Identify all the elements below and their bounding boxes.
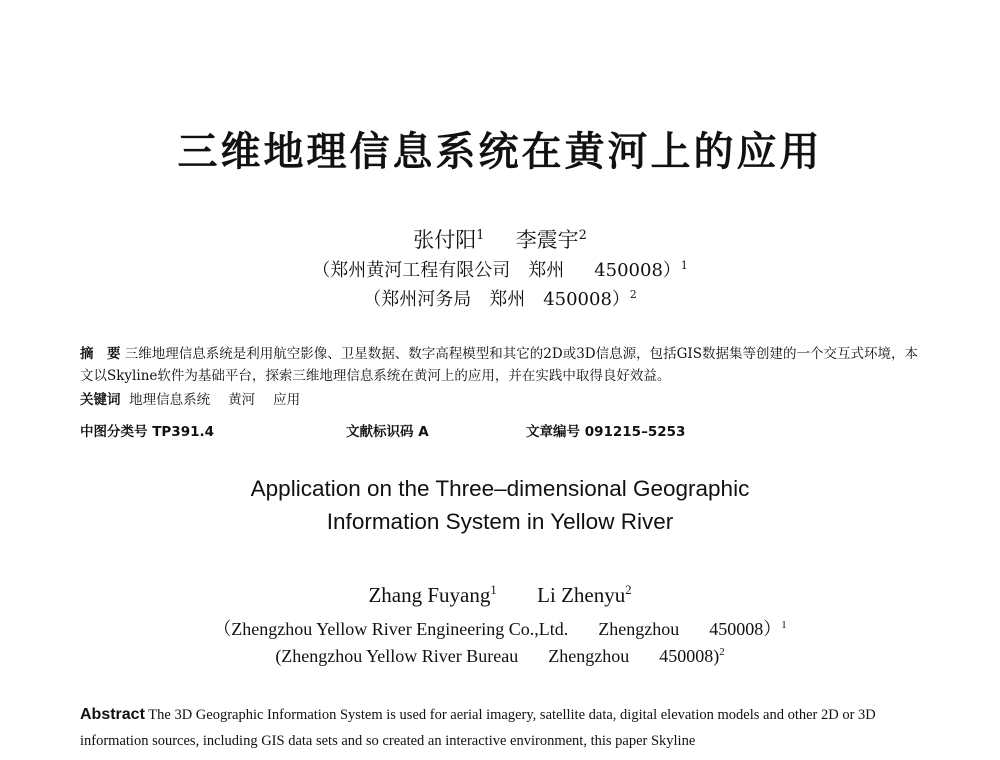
- author-2-zh: 李震宇: [515, 228, 579, 252]
- affiliation-zh-1-org: （郑州黄河工程有限公司: [312, 260, 511, 281]
- keyword-1: 地理信息系统: [129, 392, 211, 408]
- affiliation-en-1: [0, 615, 1000, 641]
- affiliation-zh-1-city: 郑州: [528, 260, 565, 281]
- article-number: 文章编号 091215–5253: [526, 424, 686, 440]
- keywords-zh-label: 关键词: [80, 392, 121, 408]
- keywords-zh: [80, 388, 300, 408]
- abstract-en: [80, 702, 940, 754]
- affiliation-zh-2-sup: 2: [629, 288, 637, 301]
- authors-en: [0, 583, 1000, 608]
- affiliation-en-1-sup: 1: [781, 619, 787, 631]
- author-2-en: Li Zhenyu: [537, 583, 626, 607]
- author-1-en-sup: 1: [490, 583, 497, 597]
- keyword-3: 应用: [273, 392, 301, 408]
- abstract-zh: [80, 343, 930, 387]
- clc-number: 中图分类号 TP391.4: [80, 424, 215, 440]
- affiliation-en-2-sup: 2: [719, 646, 725, 658]
- affiliation-en-1-city: Zhengzhou: [598, 619, 680, 639]
- document-code: 文献标识码 A: [346, 424, 429, 440]
- keyword-2: 黄河: [228, 392, 256, 408]
- affiliation-en-2-city: Zhengzhou: [548, 646, 630, 666]
- affiliation-zh-1-sup: 1: [680, 259, 688, 272]
- affiliation-en-2-code: 450008): [659, 646, 720, 666]
- abstract-zh-text: 三维地理信息系统是利用航空影像、卫星数据、数字高程模型和其它的2D或3D信息源，包括GIS数据集等创建的一个交互式环境，本文以Skyline软件为基础平台，探索三维地理信息系统在黄河上的应用，并在实践中取得良好效益。: [80, 346, 918, 384]
- affiliation-en-2: [0, 646, 1000, 667]
- affiliation-zh-2-code: 450008）: [543, 289, 630, 310]
- author-1-en: Zhang Fuyang: [368, 583, 491, 607]
- affiliation-zh-1-code: 450008）: [594, 260, 681, 281]
- affiliation-zh-2: [0, 285, 1000, 311]
- affiliation-en-1-org: （Zhengzhou Yellow River Engineering Co.,Ltd.: [213, 619, 569, 639]
- author-1-zh: 张付阳: [413, 228, 477, 252]
- abstract-zh-label: 摘 要: [80, 346, 121, 362]
- affiliation-en-2-org: (Zhengzhou Yellow River Bureau: [275, 646, 519, 666]
- author-2-en-sup: 2: [625, 583, 632, 597]
- title-en-line-1: Application on the Three–dimensional Geographic: [250, 476, 750, 501]
- author-2-zh-sup: 2: [578, 227, 587, 242]
- affiliation-zh-1: [0, 256, 1000, 282]
- title-en-line-2: Information System in Yellow River: [326, 509, 674, 534]
- authors-zh: [0, 224, 1000, 254]
- abstract-en-label: Abstract: [80, 706, 145, 723]
- author-1-zh-sup: 1: [476, 227, 485, 242]
- affiliation-zh-2-org: （郑州河务局: [363, 289, 472, 310]
- affiliation-zh-2-city: 郑州: [489, 289, 526, 310]
- affiliation-en-1-code: 450008）: [709, 619, 782, 639]
- abstract-en-text: The 3D Geographic Information System is used for aerial imagery, satellite data, digital elevation models and other 2D or 3D information sources, including GIS data sets and so created an interactive environment, this paper Skyline: [80, 707, 876, 749]
- title-zh: 三维地理信息系统在黄河上的应用: [177, 129, 823, 175]
